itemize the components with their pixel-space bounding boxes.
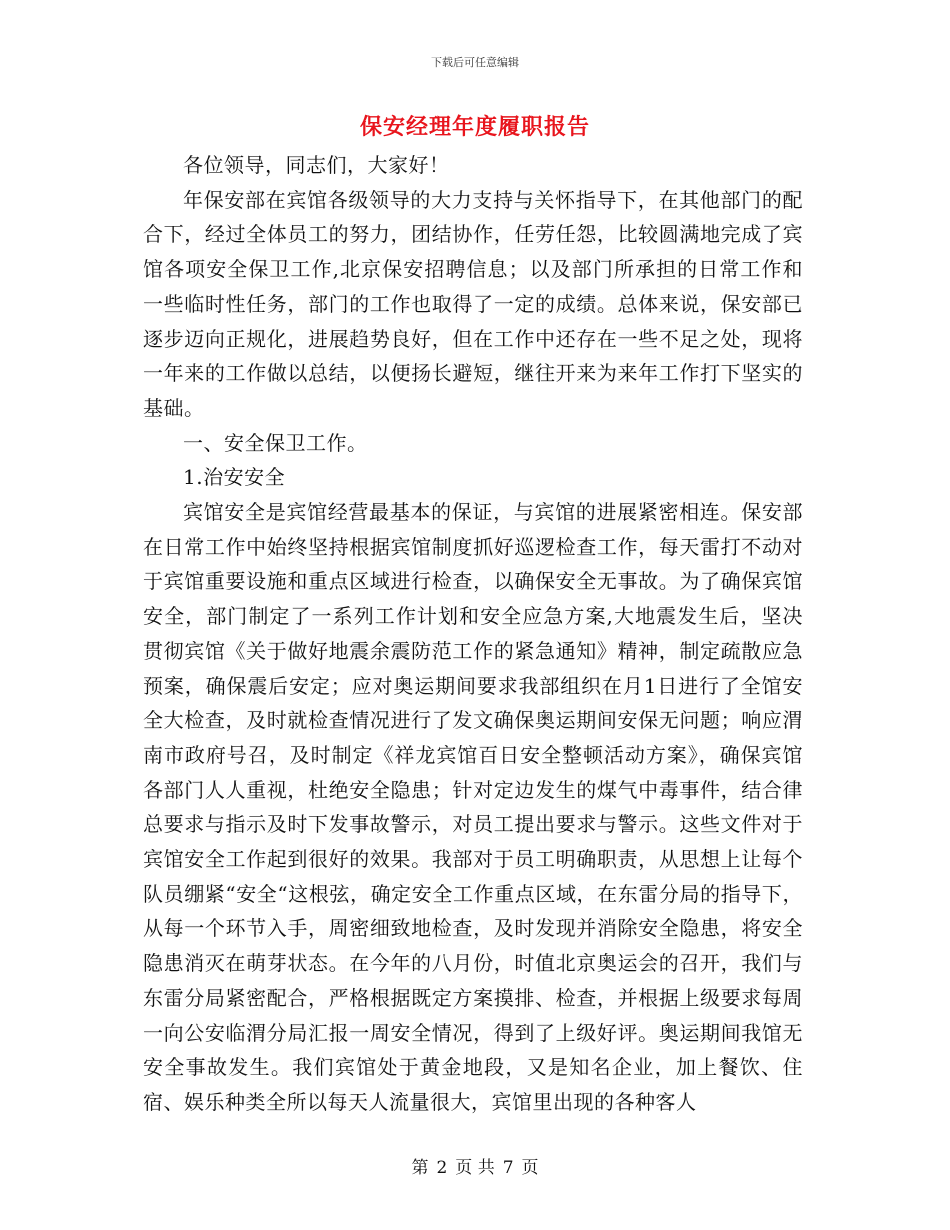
footer-current-page: 2 (436, 1158, 448, 1178)
paragraph-greeting: 各位领导，同志们，大家好！ (183, 153, 450, 177)
document-title: 保安经理年度履职报告 (359, 114, 590, 140)
footer-total-pages: 7 (502, 1158, 514, 1178)
document-body (143, 148, 803, 1120)
footer-mid: 页 共 (455, 1158, 495, 1178)
section-heading-security: 一、安全保卫工作。 (183, 430, 368, 455)
footer-suffix: 页 (521, 1158, 539, 1178)
paragraph-public-safety: 宾馆安全是宾馆经营最基本的保证，与宾馆的进展紧密相连。保安部在日常工作中始终坚持根据宾馆制度抓好巡逻检查工作，每天雷打不动对于宾馆重要设施和重点区域进行检查，以确保安全无事故。为了确保宾馆安全，部门制定了一系列工作计划和安全应急方案,大地震发生后，坚决贯彻宾馆《关于做好地震余震防范工作的紧急通知》精神，制定疏散应急预案，确保震后安定；应对奥运期间要求我部组织在月1日进行了全馆安全大检查，及时就检查情况进行了发文确保奥运期间安保无问题；响应渭南市政府号召，及时制定《祥龙宾馆百日安全整顿活动方案》，确保宾馆各部门人人重视，杜绝安全隐患；针对定边发生的煤气中毒事件，结合律总要求与指示及时下发事故警示，对员工提出要求与警示。这些文件对于宾馆安全工作起到很好的效果。我部对于员工明确职责，从思想上让每个队员绷紧“安全“这根弦，确定安全工作重点区域，在东雷分局的指导下，从每一个环节入手，周密细致地检查，及时发现并消除安全隐患，将安全隐患消灭在萌芽状态。在今年的八月份，时值北京奥运会的召开，我们与东雷分局紧密配合，严格根据既定方案摸排、检查，并根据上级要求每周一向公安临渭分局汇报一周安全情况，得到了上级好评。奥运期间我馆无安全事故发生。我们宾馆处于黄金地段，又是知名企业，加上餐饮、住宿、娱乐种类全所以每天人流量很大，宾馆里出现的各种客人 (143, 500, 803, 1114)
page-footer (0, 1153, 950, 1178)
paragraph-intro: 年保安部在宾馆各级领导的大力支持与关怀指导下，在其他部门的配合下，经过全体员工的努力，团结协作，任劳任怨，比较圆满地完成了宾馆各项安全保卫工作,北京保安招聘信息；以及部门所承担的日常工作和一些临时性任务，部门的工作也取得了一定的成绩。总体来说，保安部已逐步迈向正规化，进展趋势良好，但在工作中还存在一些不足之处，现将一年来的工作做以总结，以便扬长避短，继往开来为来年工作打下坚实的基础。 (143, 187, 803, 420)
footer-prefix: 第 (411, 1158, 429, 1178)
header-note: 下载后可任意编辑 (431, 56, 519, 69)
subsection-heading-public-safety: 1.治安安全 (183, 465, 286, 490)
